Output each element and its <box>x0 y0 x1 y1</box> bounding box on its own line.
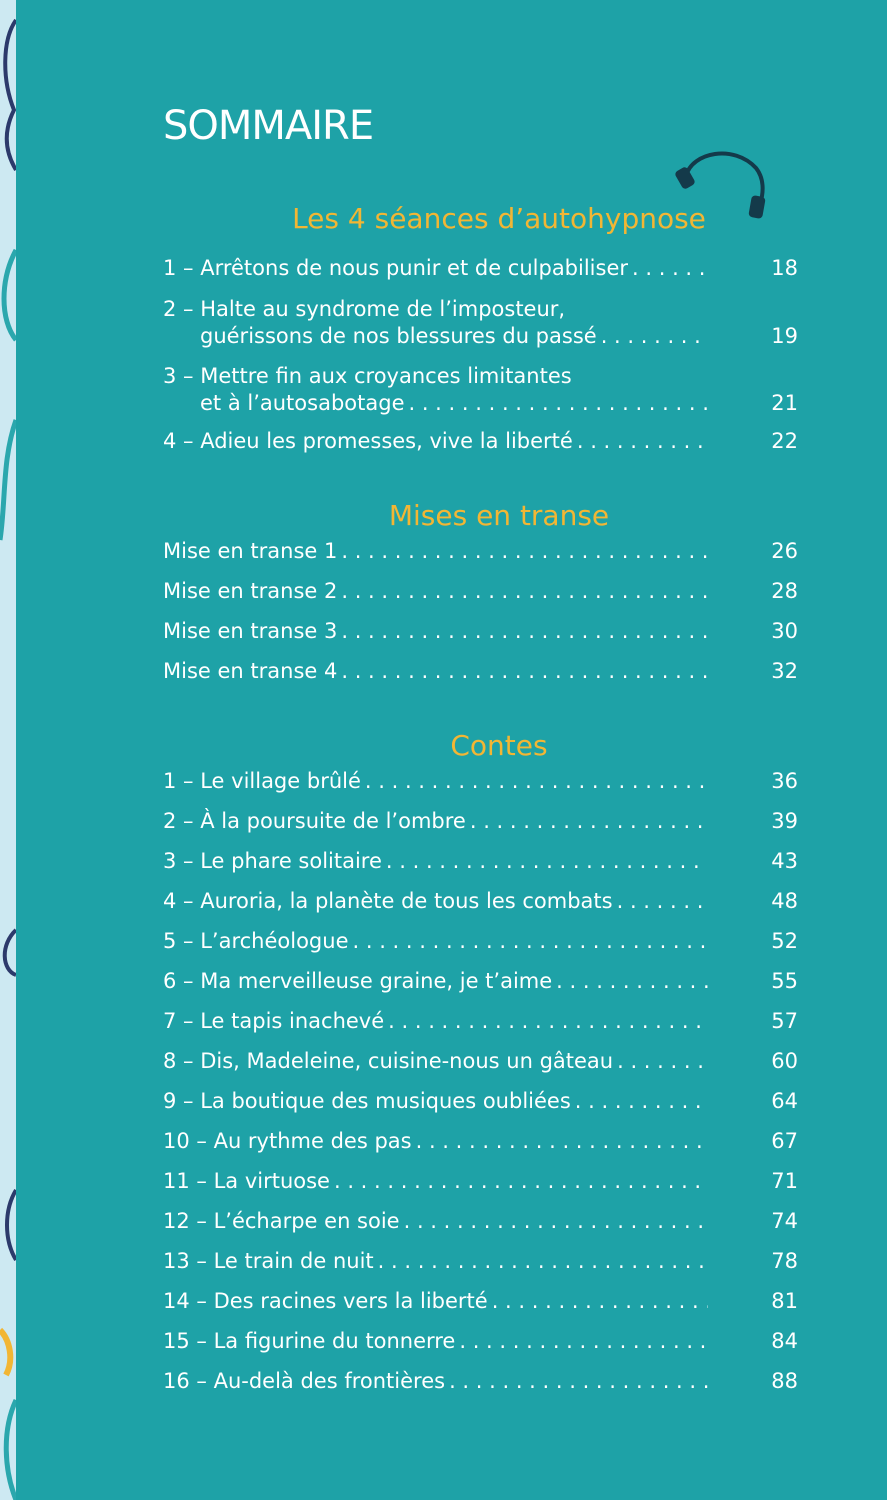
toc-entry <box>163 658 798 685</box>
dot-leader <box>632 255 708 282</box>
toc-entry <box>163 1208 798 1235</box>
dot-leader <box>575 1088 708 1115</box>
dot-leader <box>449 1368 708 1395</box>
page-number: 81 <box>771 1289 798 1313</box>
toc-entry <box>163 1248 798 1275</box>
page-number: 26 <box>771 539 798 563</box>
toc-entry-label: Mise en transe 3 <box>163 619 338 643</box>
page-number: 60 <box>771 1049 798 1073</box>
section-heading: Contes <box>450 729 548 762</box>
toc-entry-line <box>163 1128 708 1155</box>
toc-entry-label: Mise en transe 1 <box>163 539 338 563</box>
toc-entry <box>163 888 798 915</box>
page-number: 30 <box>771 619 798 643</box>
toc-entry-line <box>163 928 708 955</box>
toc-entry-label: 5 – L’archéologue <box>163 929 349 953</box>
toc-entry-label: 16 – Au-delà des frontières <box>163 1369 446 1393</box>
toc-entry <box>163 968 798 995</box>
dot-leader <box>404 1208 708 1235</box>
toc-entry-label: 6 – Ma merveilleuse graine, je t’aime <box>163 969 553 993</box>
toc-entry-line <box>163 1328 708 1355</box>
page-number: 74 <box>771 1209 798 1233</box>
dot-leader <box>386 848 708 875</box>
toc-entry-line <box>163 1168 708 1195</box>
page-number: 71 <box>771 1169 798 1193</box>
toc-entry-line <box>163 1248 708 1275</box>
page-number: 19 <box>771 324 798 348</box>
page-number: 43 <box>771 849 798 873</box>
page-number: 84 <box>771 1329 798 1353</box>
page-number: 64 <box>771 1089 798 1113</box>
toc-entry-label: 2 – Halte au syndrome de l’imposteur, <box>163 297 566 321</box>
toc-entry <box>163 1288 798 1315</box>
toc-entry-line <box>163 888 708 915</box>
toc-entry-line <box>163 808 708 835</box>
toc-entry <box>163 928 798 955</box>
toc-entry-label: 10 – Au rythme des pas <box>163 1129 412 1153</box>
page-number: 55 <box>771 969 798 993</box>
page-title: SOMMAIRE <box>163 103 374 149</box>
toc-entry <box>163 578 798 605</box>
toc-entry-line <box>163 296 708 323</box>
toc-entry-line <box>163 428 708 455</box>
page-number: 52 <box>771 929 798 953</box>
toc-entry-line <box>163 538 708 565</box>
toc-entry-label: et à l’autosabotage <box>200 391 405 415</box>
toc-entry-line <box>163 255 708 282</box>
toc-entry-line <box>163 848 708 875</box>
page-number: 22 <box>771 429 798 453</box>
dot-leader <box>459 1328 708 1355</box>
toc-entry-label: 9 – La boutique des musiques oubliées <box>163 1089 571 1113</box>
page-number: 57 <box>771 1009 798 1033</box>
toc-entry-label: 1 – Arrêtons de nous punir et de culpabiliser <box>163 256 629 280</box>
dot-leader <box>617 1048 708 1075</box>
dot-leader <box>577 428 708 455</box>
page-number: 67 <box>771 1129 798 1153</box>
toc-entry-label: 4 – Auroria, la planète de tous les combats <box>163 889 613 913</box>
page-number: 36 <box>771 769 798 793</box>
dot-leader <box>341 538 708 565</box>
toc-entry <box>163 1008 798 1035</box>
toc-entry <box>163 255 798 282</box>
page-number: 18 <box>771 256 798 280</box>
toc-entry-label: Mise en transe 4 <box>163 659 338 683</box>
page-number: 78 <box>771 1249 798 1273</box>
toc-entry <box>163 428 798 455</box>
page-number: 32 <box>771 659 798 683</box>
toc-entry <box>163 1368 798 1395</box>
toc-entry-line <box>163 968 708 995</box>
toc-entry-line <box>163 390 708 417</box>
page-number: 48 <box>771 889 798 913</box>
dot-leader <box>353 928 709 955</box>
toc-entry-line <box>163 323 708 350</box>
toc-entry <box>163 538 798 565</box>
toc-entry-label: 13 – Le train de nuit <box>163 1249 374 1273</box>
toc-entry-line <box>163 1368 708 1395</box>
toc-entry-line <box>163 1048 708 1075</box>
toc-entry <box>163 1168 798 1195</box>
toc-entry-label: 12 – L’écharpe en soie <box>163 1209 400 1233</box>
dot-leader <box>378 1248 708 1275</box>
dot-leader <box>601 323 708 350</box>
toc-entry <box>163 808 798 835</box>
dot-leader <box>408 390 708 417</box>
toc-entry-line <box>163 618 708 645</box>
toc-entry <box>163 1048 798 1075</box>
dot-leader <box>341 618 708 645</box>
dot-leader <box>492 1288 708 1315</box>
toc-entry-label: 11 – La virtuose <box>163 1169 330 1193</box>
dot-leader <box>334 1168 708 1195</box>
toc-entry <box>163 296 798 350</box>
dot-leader <box>470 808 708 835</box>
toc-entry-label: 4 – Adieu les promesses, vive la liberté <box>163 429 573 453</box>
toc-entry-label: Mise en transe 2 <box>163 579 338 603</box>
dot-leader <box>341 658 708 685</box>
toc-entry-label: 14 – Des racines vers la liberté <box>163 1289 488 1313</box>
toc-entry-line <box>163 363 708 390</box>
toc-entry-label: 15 – La figurine du tonnerre <box>163 1329 456 1353</box>
toc-entry <box>163 1128 798 1155</box>
toc-entry-label: 8 – Dis, Madeleine, cuisine-nous un gâteau <box>163 1049 614 1073</box>
toc-entry <box>163 618 798 645</box>
toc-entry <box>163 768 798 795</box>
toc-entry-line <box>163 1008 708 1035</box>
toc-entry-label: 7 – Le tapis inachevé <box>163 1009 385 1033</box>
toc-entry-label: 3 – Mettre fin aux croyances limitantes <box>163 364 572 388</box>
dot-leader <box>617 888 708 915</box>
toc-entry-line <box>163 1088 708 1115</box>
toc-entry <box>163 1328 798 1355</box>
section-heading: Mises en transe <box>388 499 610 532</box>
toc-entry-label: 1 – Le village brûlé <box>163 769 361 793</box>
toc-entry-line <box>163 578 708 605</box>
toc-entry-label: 3 – Le phare solitaire <box>163 849 382 873</box>
toc-entry <box>163 848 798 875</box>
page-number: 28 <box>771 579 798 603</box>
toc-entry-label: guérissons de nos blessures du passé <box>200 324 597 348</box>
section-heading: Les 4 séances d’autohypnose <box>292 202 706 235</box>
dot-leader <box>365 768 708 795</box>
toc-entry-line <box>163 658 708 685</box>
page-number: 21 <box>771 391 798 415</box>
dot-leader <box>341 578 708 605</box>
toc-entry-line <box>163 1288 708 1315</box>
dot-leader <box>556 968 708 995</box>
toc-entry <box>163 363 798 417</box>
page-number: 88 <box>771 1369 798 1393</box>
toc-entry-label: 2 – À la poursuite de l’ombre <box>163 809 466 833</box>
dot-leader <box>416 1128 708 1155</box>
toc-entry-line <box>163 1208 708 1235</box>
toc-entry <box>163 1088 798 1115</box>
toc-entry-line <box>163 768 708 795</box>
dot-leader <box>388 1008 708 1035</box>
page-number: 39 <box>771 809 798 833</box>
